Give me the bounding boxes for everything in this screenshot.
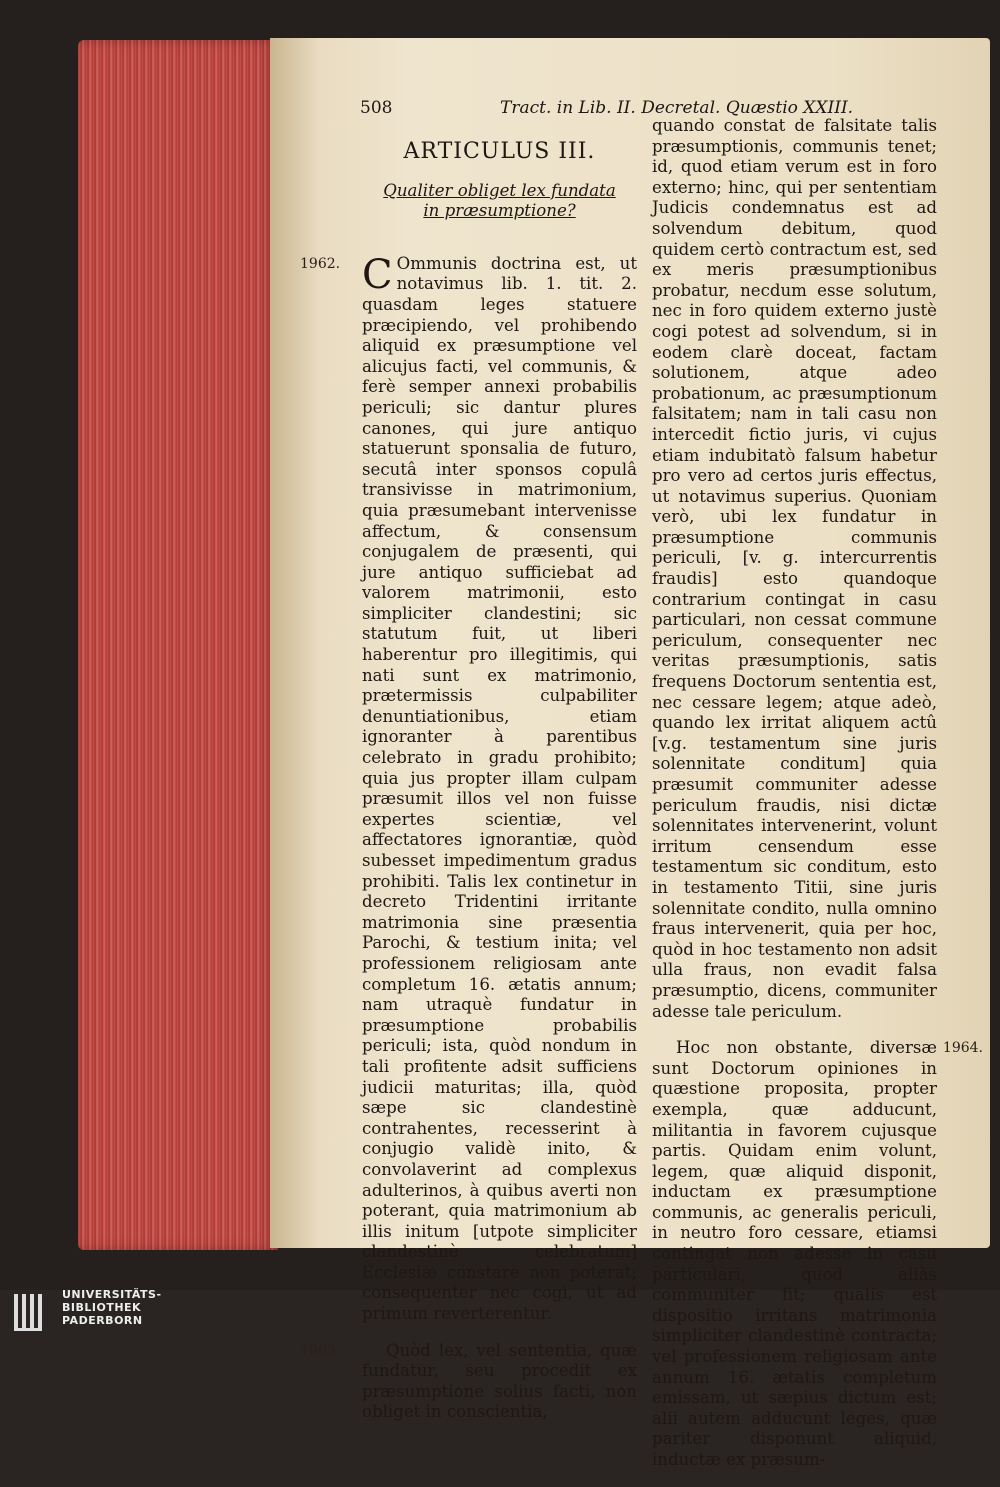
library-logo-icon (12, 1290, 50, 1332)
right-column (652, 116, 983, 1487)
paragraph-1963 (300, 1340, 637, 1423)
margin-number-1963: 1963. (300, 1342, 341, 1359)
paragraph-continued (652, 116, 937, 1022)
page-number: 508 (360, 98, 393, 118)
library-logo-text (62, 1288, 162, 1327)
logo-line-1: UNIVERSITÄTS- (62, 1288, 162, 1301)
paragraph-text: Quòd lex, vel sententia, quæ fundatur, seu procedit ex præsumptione solius facti, non obliget in conscientia, (362, 1340, 637, 1422)
paragraph-1964 (652, 1038, 983, 1470)
margin-number-1962: 1962. (300, 255, 341, 272)
left-column (300, 138, 637, 1439)
running-title: Tract. in Lib. II. Decretal. Quæstio XXIII. (500, 98, 854, 118)
paragraph-1962 (300, 251, 637, 1325)
book-page-edges (78, 40, 278, 1250)
margin-number-1964: 1964. (942, 1040, 983, 1057)
subheading-text: Qualiter obliget lex fundata in præsumptione? (383, 180, 616, 221)
library-logo (12, 1288, 232, 1332)
logo-line-3: PADERBORN (62, 1314, 143, 1327)
paragraph-text: Ommunis doctrina est, ut notavimus lib. 1. tit. 2. quasdam leges statuere præcipiendo, vel prohibendo aliquid ex præsumptione vel alicujus facti, vel communis, & ferè semper annexi probabilis periculi; sic dantur plures canones, qui jure antiquo statuerunt sponsalia de futuro, secutâ inter sponsos copulâ transivisse in matrimonium, quia præsumebant intervenisse affectum, & consensum conjugalem de præsenti, qui jure antiquo sufficiebat ad valorem matrimonii, esto simpliciter clandestini; sic statutum fuit, ut liberi haberentur pro illegitimis, qui nati sunt ex matrimonio, prætermissis culpabiliter denuntiationibus, etiam ignoranter à parentibus celebrato in gradu prohibito; quia jus propter illam culpam præsumit illos vel non fuisse expertes scientiæ, vel affectatores ignorantiæ, quòd subesset impedimentum gradus prohibiti. Talis lex continetur in decreto Tridentini irritante matrimonia sine præsentia Parochi, & testium inita; vel professionem religiosam ante completum 16. ætatis annum; nam utraquè fundatur in præsumptione probabilis periculi; ista, quòd nondum in tali profitente adsit sufficiens judicii maturitas; illa, quòd sæpe sic clandestinè contrahentes, recesserint à conjugio validè inito, & convolaverint ad complexus adulterinos, à quibus averti non poterant, quia matrimonium ab illis initum [utpote simpliciter clandestinè celebratum] Ecclesiæ constare non poterat; consequenter nec cogi, ut ad primum reverterentur. (362, 253, 637, 1324)
article-heading: ARTICULUS III. (403, 139, 596, 164)
book-page (270, 38, 990, 1469)
drop-cap: C (362, 251, 393, 298)
paragraph-text: quando constat de falsitate talis præsumptionis, communis tenet; id, quod etiam verum est in foro externo; hinc, qui per sententiam Judicis condemnatus est ad solvendum debitum, quod quidem certò contractum est, sed ex meris præsumptionibus probatur, necdum esse solutum, nec in foro quidem externo justè cogi potest ad solvendum, si in eodem clarè doceat, factam solutionem, atque adeo probationum, ac præsumptionum falsitatem; nam in tali casu non intercedit fictio juris, vi cujus etiam indubitatò falsum habetur pro vero ad certos juris effectus, ut notavimus superius. Quoniam verò, ubi lex fundatur in præsumptione communis periculi, [v. g. intercurrentis fraudis] esto quandoque contrarium contingat in casu particulari, non cessat commune periculum, consequenter nec veritas præsumptionis, satis frequens Doctorum sententia est, nec cessare legem; atque adeò, quando lex irritat aliquem actû [v.g. testamentum sine juris solennitate conditum] quia præsumit communiter adesse periculum fraudis, nisi dictæ solennitates intervenerint, volunt irritum censendum esse testamentum sic conditum, esto in testamento Titii, sine juris solennitate condito, nulla omnino fraus intervenerit, quia per hoc, quòd in hoc testamento non adsit ulla fraus, non evadit falsa præsumptio, dicens, communiter adesse tale periculum. (652, 116, 937, 1021)
paragraph-text: Hoc non obstante, diversæ sunt Doctorum opiniones in quæstione proposita, propter exempla, quæ adducunt, militantia in favorem cujusque partis. Quidam enim volunt, legem, quæ aliquid disponit, inductam ex præsumptione communis, ac generalis periculi, in neutro foro cessare, etiamsi contingat non adesse in casu particulari, quod aliàs communiter fit; qualis est dispositio irritans matrimonia simpliciter clandestinè contracta; vel professionem religiosam ante annum 16. ætatis completum emissam, ut sæpius dictum est; alii autem adducunt leges, quæ pariter disponunt aliquid, inductæ ex præsum- (652, 1038, 937, 1469)
logo-line-2: BIBLIOTHEK (62, 1301, 142, 1314)
article-subheading (382, 181, 617, 222)
